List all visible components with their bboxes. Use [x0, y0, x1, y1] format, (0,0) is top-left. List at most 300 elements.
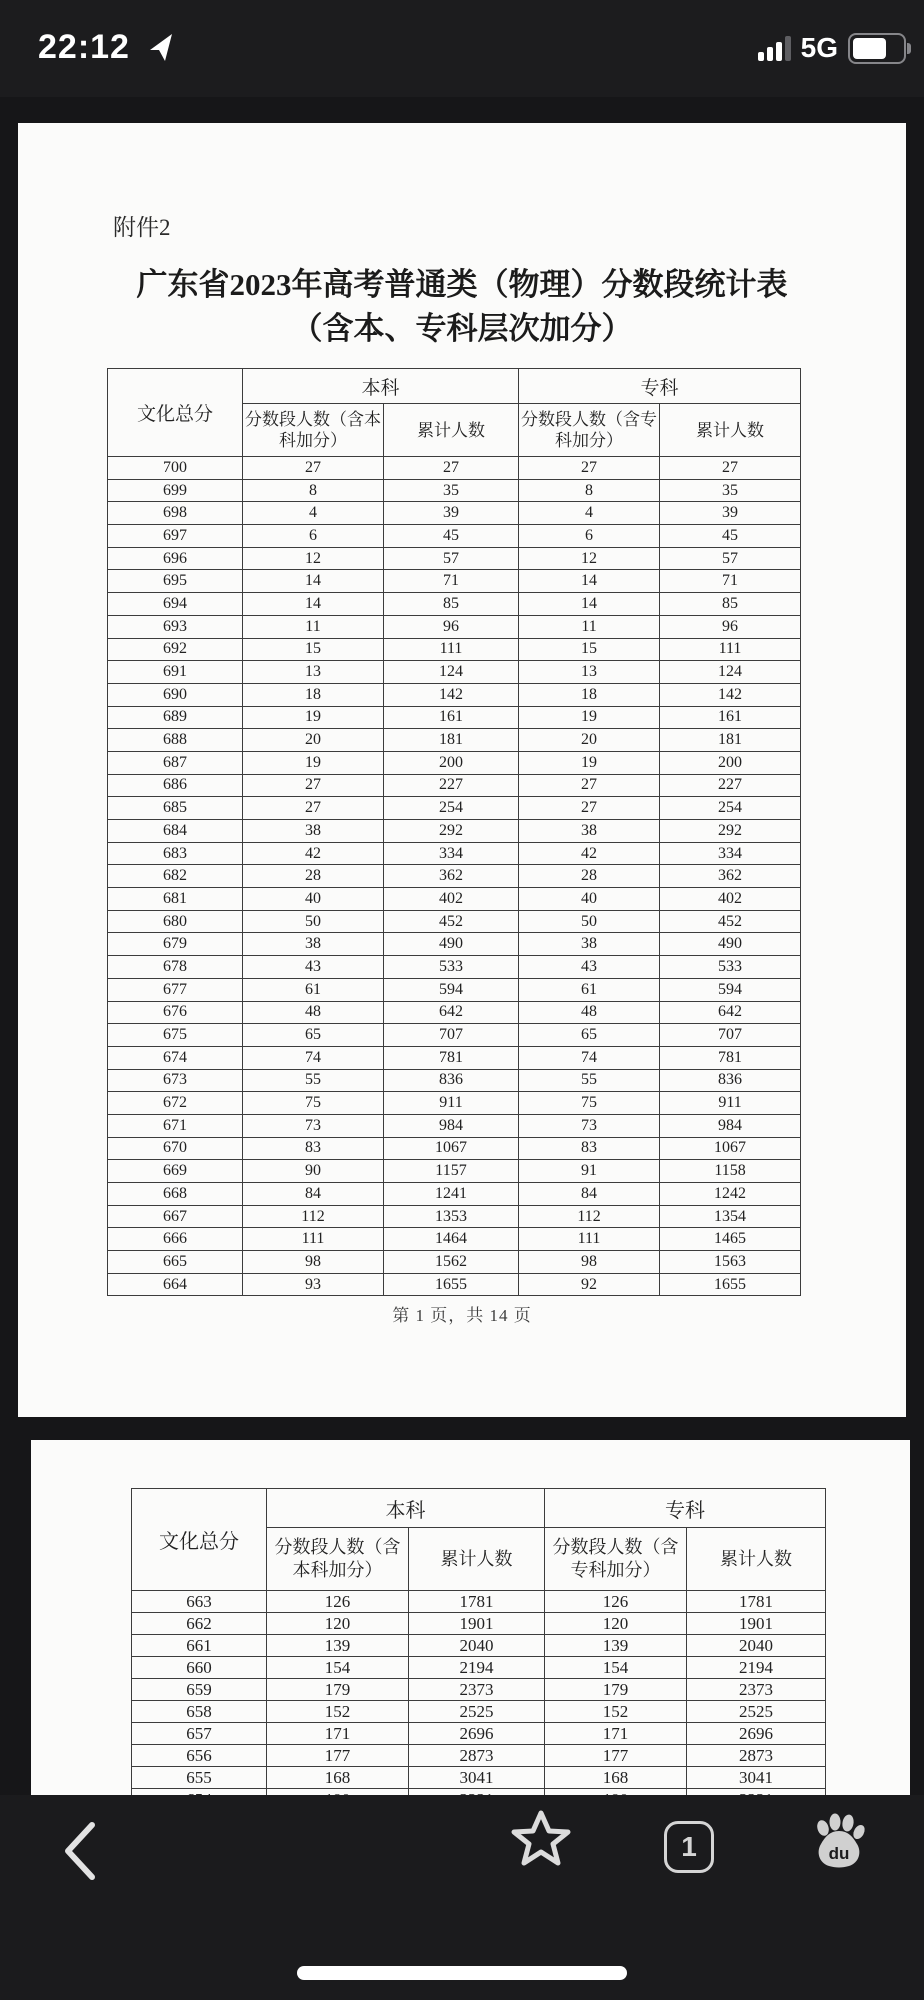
table-cell: 402	[384, 888, 519, 911]
table-row	[108, 1069, 801, 1092]
table-cell: 452	[384, 910, 519, 933]
table-row	[108, 910, 801, 933]
table-cell: 177	[545, 1745, 687, 1767]
table-row	[108, 661, 801, 684]
table-cell: 96	[384, 615, 519, 638]
table-cell: 126	[545, 1591, 687, 1613]
table-cell: 679	[108, 933, 243, 956]
table-cell: 171	[545, 1723, 687, 1745]
table-cell: 38	[519, 933, 660, 956]
table-cell: 40	[519, 888, 660, 911]
table-row	[108, 502, 801, 525]
table-row	[108, 525, 801, 548]
table-cell: 685	[108, 797, 243, 820]
table-cell: 683	[108, 842, 243, 865]
table-cell: 2040	[409, 1635, 545, 1657]
col-group-zhuanke: 专科	[519, 369, 801, 404]
table-cell: 662	[132, 1613, 267, 1635]
table-cell: 154	[545, 1657, 687, 1679]
table-row	[132, 1657, 826, 1679]
table-row	[108, 1024, 801, 1047]
table-cell: 642	[384, 1001, 519, 1024]
table-row	[132, 1613, 826, 1635]
baidu-paw-icon	[810, 1844, 868, 1876]
table-cell: 142	[660, 683, 801, 706]
table-cell: 642	[660, 1001, 801, 1024]
table-cell: 362	[384, 865, 519, 888]
table-cell: 707	[384, 1024, 519, 1047]
table-cell: 669	[108, 1160, 243, 1183]
table-cell: 39	[660, 502, 801, 525]
table-cell: 71	[384, 570, 519, 593]
table-cell: 227	[660, 774, 801, 797]
table-cell: 677	[108, 978, 243, 1001]
table-cell: 61	[243, 978, 384, 1001]
table-cell: 112	[519, 1205, 660, 1228]
table-row	[108, 865, 801, 888]
table-cell: 50	[519, 910, 660, 933]
table-cell: 14	[519, 593, 660, 616]
table-cell: 696	[108, 547, 243, 570]
table-cell: 45	[384, 525, 519, 548]
table-cell: 84	[519, 1183, 660, 1206]
favorite-button[interactable]	[508, 1807, 574, 1873]
table-cell: 19	[519, 706, 660, 729]
table-row	[108, 1092, 801, 1115]
table-row	[108, 978, 801, 1001]
status-bar	[0, 0, 924, 97]
home-indicator[interactable]	[297, 1966, 627, 1980]
table-cell: 2040	[687, 1635, 826, 1657]
table-cell: 3041	[409, 1767, 545, 1789]
table-cell: 55	[243, 1069, 384, 1092]
table-cell: 39	[384, 502, 519, 525]
table-cell: 200	[384, 751, 519, 774]
table-cell: 1563	[660, 1251, 801, 1274]
col-header-score: 文化总分	[132, 1489, 267, 1591]
table-cell: 75	[243, 1092, 384, 1115]
table-cell: 694	[108, 593, 243, 616]
table-cell: 61	[519, 978, 660, 1001]
table-cell: 126	[267, 1591, 409, 1613]
table-cell: 74	[243, 1046, 384, 1069]
table-cell: 4	[519, 502, 660, 525]
table-cell: 6	[243, 525, 384, 548]
table-cell: 661	[132, 1635, 267, 1657]
cellular-signal-icon	[758, 35, 791, 61]
table-cell: 692	[108, 638, 243, 661]
table-cell: 700	[108, 457, 243, 480]
table-cell: 98	[519, 1251, 660, 1274]
table-cell: 334	[660, 842, 801, 865]
table-cell: 27	[519, 797, 660, 820]
table-cell: 836	[384, 1069, 519, 1092]
table-row	[108, 1160, 801, 1183]
table-row	[108, 1046, 801, 1069]
table-cell: 12	[243, 547, 384, 570]
table-cell: 161	[660, 706, 801, 729]
table-cell: 2194	[409, 1657, 545, 1679]
table-cell: 65	[243, 1024, 384, 1047]
table-cell: 292	[660, 820, 801, 843]
battery-icon	[848, 33, 906, 64]
table-cell: 227	[384, 774, 519, 797]
table-cell: 11	[519, 615, 660, 638]
table-cell: 1901	[687, 1613, 826, 1635]
table-row	[108, 1183, 801, 1206]
table-cell: 171	[267, 1723, 409, 1745]
table-cell: 120	[267, 1613, 409, 1635]
table-cell: 668	[108, 1183, 243, 1206]
table-cell: 680	[108, 910, 243, 933]
table-cell: 14	[243, 570, 384, 593]
table-cell: 781	[384, 1046, 519, 1069]
table-cell: 675	[108, 1024, 243, 1047]
table-cell: 42	[519, 842, 660, 865]
table-cell: 152	[267, 1701, 409, 1723]
table-cell: 292	[384, 820, 519, 843]
table-cell: 911	[384, 1092, 519, 1115]
table-cell: 74	[519, 1046, 660, 1069]
table-cell: 1067	[660, 1137, 801, 1160]
table-cell: 124	[660, 661, 801, 684]
table-cell: 671	[108, 1114, 243, 1137]
table-cell: 911	[660, 1092, 801, 1115]
table-row	[132, 1767, 826, 1789]
table-cell: 663	[132, 1591, 267, 1613]
score-table-page1	[107, 368, 801, 1296]
table-cell: 681	[108, 888, 243, 911]
table-cell: 2873	[409, 1745, 545, 1767]
document-title-line2: （含本、专科层次加分）	[291, 311, 633, 346]
table-cell: 1655	[384, 1273, 519, 1296]
table-cell: 90	[243, 1160, 384, 1183]
table-cell: 4	[243, 502, 384, 525]
table-cell: 254	[660, 797, 801, 820]
attachment-label: 附件2	[113, 215, 171, 240]
table-row	[108, 1273, 801, 1296]
table-cell: 1354	[660, 1205, 801, 1228]
col-header-benke-count: 分数段人数（含本科加分）	[267, 1528, 409, 1591]
table-cell: 42	[243, 842, 384, 865]
table-cell: 655	[132, 1767, 267, 1789]
table-row	[108, 820, 801, 843]
col-group-zhuanke: 专科	[545, 1489, 826, 1528]
table-cell: 533	[384, 956, 519, 979]
table-cell: 112	[243, 1205, 384, 1228]
table-cell: 1465	[660, 1228, 801, 1251]
table-cell: 124	[384, 661, 519, 684]
table-row	[132, 1723, 826, 1745]
table-cell: 85	[660, 593, 801, 616]
table-cell: 674	[108, 1046, 243, 1069]
table-cell: 2373	[409, 1679, 545, 1701]
table-cell: 660	[132, 1657, 267, 1679]
document-title	[18, 263, 906, 351]
table-cell: 691	[108, 661, 243, 684]
col-group-benke: 本科	[267, 1489, 545, 1528]
table-row	[108, 956, 801, 979]
table-cell: 27	[243, 797, 384, 820]
table-cell: 48	[519, 1001, 660, 1024]
table-cell: 27	[243, 774, 384, 797]
table-cell: 657	[132, 1723, 267, 1745]
table-cell: 673	[108, 1069, 243, 1092]
table-row	[108, 547, 801, 570]
table-cell: 8	[243, 479, 384, 502]
table-cell: 18	[243, 683, 384, 706]
table-cell: 2696	[687, 1723, 826, 1745]
table-cell: 19	[243, 751, 384, 774]
table-cell: 14	[519, 570, 660, 593]
table-cell: 28	[243, 865, 384, 888]
table-cell: 12	[519, 547, 660, 570]
table-cell: 1067	[384, 1137, 519, 1160]
table-row	[108, 1228, 801, 1251]
col-group-benke: 本科	[243, 369, 519, 404]
table-cell: 19	[519, 751, 660, 774]
col-header-zhuanke-cum: 累计人数	[687, 1528, 826, 1591]
table-cell: 161	[384, 706, 519, 729]
table-cell: 678	[108, 956, 243, 979]
table-cell: 1781	[409, 1591, 545, 1613]
table-cell: 2873	[687, 1745, 826, 1767]
col-header-zhuanke-count: 分数段人数（含专科加分）	[545, 1528, 687, 1591]
table-cell: 139	[545, 1635, 687, 1657]
table-cell: 362	[660, 865, 801, 888]
table-cell: 594	[384, 978, 519, 1001]
table-cell: 1353	[384, 1205, 519, 1228]
table-cell: 98	[243, 1251, 384, 1274]
back-button[interactable]	[58, 1820, 102, 1882]
table-cell: 984	[384, 1114, 519, 1137]
table-cell: 111	[384, 638, 519, 661]
table-cell: 83	[243, 1137, 384, 1160]
table-cell: 1562	[384, 1251, 519, 1274]
table-row	[108, 933, 801, 956]
table-cell: 71	[660, 570, 801, 593]
table-cell: 142	[384, 683, 519, 706]
table-cell: 73	[519, 1114, 660, 1137]
table-cell: 667	[108, 1205, 243, 1228]
table-row	[108, 615, 801, 638]
table-cell: 533	[660, 956, 801, 979]
table-cell: 43	[243, 956, 384, 979]
table-cell: 20	[243, 729, 384, 752]
table-cell: 179	[545, 1679, 687, 1701]
table-cell: 179	[267, 1679, 409, 1701]
table-cell: 18	[519, 683, 660, 706]
table-cell: 111	[243, 1228, 384, 1251]
table-cell: 670	[108, 1137, 243, 1160]
table-cell: 45	[660, 525, 801, 548]
page-number-footer: 第 1 页，共 14 页	[392, 1306, 532, 1325]
col-header-zhuanke-count: 分数段人数（含专科加分）	[519, 404, 660, 457]
table-cell: 200	[660, 751, 801, 774]
table-cell: 28	[519, 865, 660, 888]
table-row	[108, 479, 801, 502]
table-cell: 690	[108, 683, 243, 706]
table-cell: 693	[108, 615, 243, 638]
table-cell: 2696	[409, 1723, 545, 1745]
table-cell: 698	[108, 502, 243, 525]
table-cell: 57	[384, 547, 519, 570]
table-cell: 181	[384, 729, 519, 752]
table-cell: 20	[519, 729, 660, 752]
table-cell: 15	[519, 638, 660, 661]
table-cell: 14	[243, 593, 384, 616]
table-cell: 55	[519, 1069, 660, 1092]
table-cell: 92	[519, 1273, 660, 1296]
table-row	[108, 1114, 801, 1137]
table-row	[108, 1205, 801, 1228]
table-cell: 688	[108, 729, 243, 752]
chevron-left-icon	[58, 1870, 102, 1885]
table-cell: 139	[267, 1635, 409, 1657]
table-cell: 594	[660, 978, 801, 1001]
table-cell: 168	[545, 1767, 687, 1789]
table-cell: 699	[108, 479, 243, 502]
table-cell: 695	[108, 570, 243, 593]
table-cell: 2194	[687, 1657, 826, 1679]
table-cell: 402	[660, 888, 801, 911]
table-cell: 1157	[384, 1160, 519, 1183]
table-row	[108, 751, 801, 774]
table-cell: 984	[660, 1114, 801, 1137]
table-cell: 27	[519, 774, 660, 797]
table-cell: 836	[660, 1069, 801, 1092]
table-cell: 490	[660, 933, 801, 956]
table-cell: 13	[243, 661, 384, 684]
table-cell: 659	[132, 1679, 267, 1701]
table-cell: 707	[660, 1024, 801, 1047]
table-cell: 27	[384, 457, 519, 480]
baidu-app-button[interactable]	[810, 1813, 868, 1873]
table-cell: 65	[519, 1024, 660, 1047]
table-row	[108, 1137, 801, 1160]
col-header-benke-cum: 累计人数	[384, 404, 519, 457]
table-row	[132, 1679, 826, 1701]
table-cell: 8	[519, 479, 660, 502]
table-cell: 91	[519, 1160, 660, 1183]
table-row	[108, 1001, 801, 1024]
network-type-label: 5G	[800, 32, 838, 63]
table-cell: 2525	[409, 1701, 545, 1723]
table-cell: 35	[660, 479, 801, 502]
table-cell: 665	[108, 1251, 243, 1274]
table-cell: 38	[243, 933, 384, 956]
table-row	[108, 570, 801, 593]
table-cell: 1464	[384, 1228, 519, 1251]
table-cell: 50	[243, 910, 384, 933]
table-cell: 15	[243, 638, 384, 661]
tab-count-button[interactable]	[664, 1821, 714, 1873]
table-cell: 656	[132, 1745, 267, 1767]
table-row	[108, 683, 801, 706]
table-row	[108, 593, 801, 616]
table-cell: 2525	[687, 1701, 826, 1723]
table-row	[108, 706, 801, 729]
table-cell: 1242	[660, 1183, 801, 1206]
table-cell: 38	[519, 820, 660, 843]
tab-count-label: 1	[681, 1831, 697, 1862]
table-cell: 84	[243, 1183, 384, 1206]
table-cell: 154	[267, 1657, 409, 1679]
table-cell: 334	[384, 842, 519, 865]
table-row	[108, 774, 801, 797]
col-header-zhuanke-cum: 累计人数	[660, 404, 801, 457]
table-cell: 57	[660, 547, 801, 570]
table-cell: 35	[384, 479, 519, 502]
table-cell: 664	[108, 1273, 243, 1296]
table-cell: 19	[243, 706, 384, 729]
table-cell: 40	[243, 888, 384, 911]
table-cell: 111	[660, 638, 801, 661]
table-cell: 672	[108, 1092, 243, 1115]
table-cell: 27	[660, 457, 801, 480]
table-cell: 111	[519, 1228, 660, 1251]
table-row	[108, 729, 801, 752]
table-cell: 254	[384, 797, 519, 820]
table-cell: 781	[660, 1046, 801, 1069]
col-header-benke-cum: 累计人数	[409, 1528, 545, 1591]
svg-text:du: du	[828, 1844, 850, 1863]
table-cell: 490	[384, 933, 519, 956]
table-row	[108, 842, 801, 865]
table-cell: 48	[243, 1001, 384, 1024]
table-cell: 682	[108, 865, 243, 888]
table-row	[108, 457, 801, 480]
table-cell: 1781	[687, 1591, 826, 1613]
table-cell: 83	[519, 1137, 660, 1160]
score-table-page2	[131, 1488, 826, 1811]
table-cell: 181	[660, 729, 801, 752]
col-header-benke-count: 分数段人数（含本科加分）	[243, 404, 384, 457]
table-cell: 120	[545, 1613, 687, 1635]
table-row	[108, 638, 801, 661]
table-cell: 1901	[409, 1613, 545, 1635]
location-arrow-icon	[148, 33, 174, 68]
table-cell: 13	[519, 661, 660, 684]
table-cell: 658	[132, 1701, 267, 1723]
document-page-1	[18, 123, 906, 1417]
table-cell: 6	[519, 525, 660, 548]
table-cell: 43	[519, 956, 660, 979]
table-row	[132, 1701, 826, 1723]
table-cell: 177	[267, 1745, 409, 1767]
table-cell: 75	[519, 1092, 660, 1115]
table-row	[108, 888, 801, 911]
table-cell: 689	[108, 706, 243, 729]
table-cell: 1655	[660, 1273, 801, 1296]
table-cell: 27	[243, 457, 384, 480]
document-title-line1: 广东省2023年高考普通类（物理）分数段统计表	[136, 267, 788, 302]
col-header-score: 文化总分	[108, 369, 243, 457]
table-cell: 686	[108, 774, 243, 797]
star-icon	[508, 1861, 574, 1876]
table-cell: 666	[108, 1228, 243, 1251]
table-cell: 687	[108, 751, 243, 774]
table-cell: 27	[519, 457, 660, 480]
table-cell: 697	[108, 525, 243, 548]
table-row	[108, 797, 801, 820]
table-cell: 38	[243, 820, 384, 843]
table-cell: 1241	[384, 1183, 519, 1206]
table-cell: 152	[545, 1701, 687, 1723]
clock-time: 22:12	[38, 28, 130, 66]
table-cell: 11	[243, 615, 384, 638]
table-cell: 168	[267, 1767, 409, 1789]
